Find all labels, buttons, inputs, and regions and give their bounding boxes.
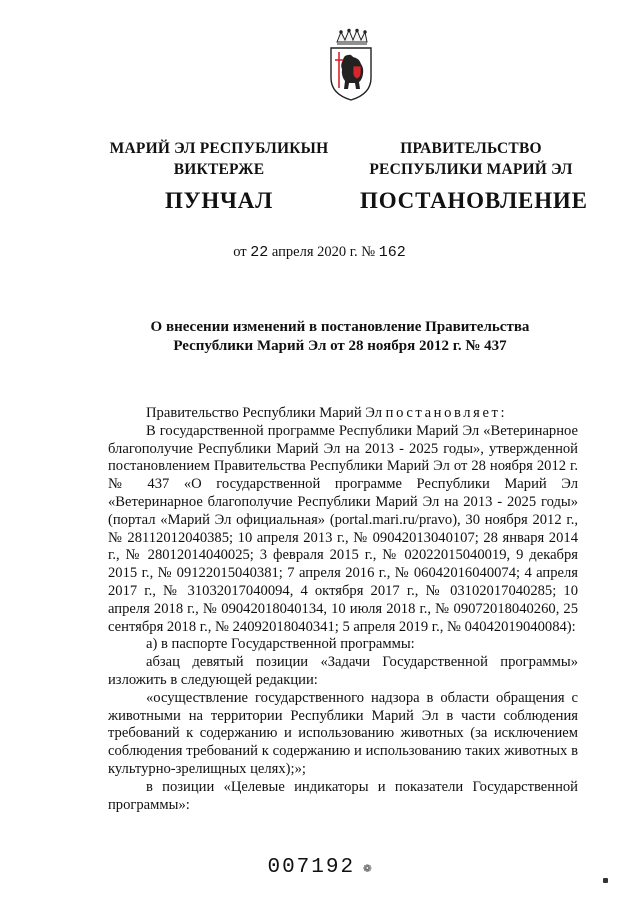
serial-mark-icon: ❁ [363,861,372,877]
title-line2: Республики Марий Эл от 28 ноября 2012 г. № 437 [173,338,507,354]
document-date [0,244,639,261]
body-paragraph-6: в позиции «Целевые индикаторы и показатели Государственной программы»: [108,778,578,813]
scan-mark [603,878,608,883]
resolution-verb: постановляет: [385,405,508,421]
body-paragraph-2: В государственной программе Республики Марий Эл «Ветеринарное благополучие Республики Марий Эл на 2013 - 2025 годы», утвержденной постановлением Правительства Республики Марий Эл от 28 ноября 2012 г. № 437 «О государственной программе Республики Марий Эл «Ветеринарное благополучие Республики Марий Эл на 2013 - 2025 годы» (портал «Марий Эл официальная» (portal.mari.ru/pravo), 30 ноября 2012 г., № 28112012040385; 10 апреля 2013 г., № 09042013040107; 28 января 2014 г., № 28012014040025; 3 февраля 2015 г., № 02022015040019, 9 декабря 2015 г., № 09122015040381; 7 апреля 2016 г., № 06042016040074; 4 апреля 2017 г., № 31032017040094, 4 октября 2017 г., № 03102017040285; 10 апреля 2018 г., № 09042018040134, 10 июля 2018 г., № 09072018040260, 25 сентября 2018 г., № 24092018040341; 5 апреля 2019 г., № 04042019040084): [108,422,578,635]
header-right-line2: РЕСПУБЛИКИ МАРИЙ ЭЛ [369,161,573,178]
body-paragraph-5: «осуществление государственного надзора в области обращения с животными на территории Республики Марий Эл в части соблюдения требований к содержанию и использованию животных (за исключением соблюдения требований к содержанию и использованию таких животных в культурно-зрелищных целях);»; [108,689,578,777]
body-paragraph-4: абзац девятый позиции «Задачи Государственной программы» изложить в следующей редакции: [108,654,578,688]
header-right-line1: ПРАВИТЕЛЬСТВО [400,140,542,157]
date-day: 22 [250,244,269,261]
coat-of-arms-icon [327,28,375,102]
header-right [360,138,588,216]
date-month-year: апреля 2020 г. № [271,244,376,260]
date-prefix: от [233,244,247,260]
document-number: 162 [378,244,406,261]
header-left-line2: ВИКТЕРЖЕ [173,161,265,178]
body-paragraph-1 [108,405,578,423]
header-left [100,138,338,216]
serial-number: 007192 [267,856,356,879]
document-body [108,405,578,814]
crown-icon [337,29,367,44]
header-left-line1: МАРИЙ ЭЛ РЕСПУБЛИКЫН [109,140,329,157]
body-paragraph-3: а) в паспорте Государственной программы: [146,636,415,653]
title-line1: О внесении изменений в постановление Правительства [150,319,530,335]
document-title [110,318,570,356]
form-serial-number [0,856,639,879]
small-shield-icon [353,66,361,79]
resolution-subject: Правительство Республики Марий Эл [146,405,383,421]
header-right-doc-type: ПОСТАНОВЛЕНИЕ [360,188,588,213]
header-left-doc-type: ПУНЧАЛ [164,188,274,213]
